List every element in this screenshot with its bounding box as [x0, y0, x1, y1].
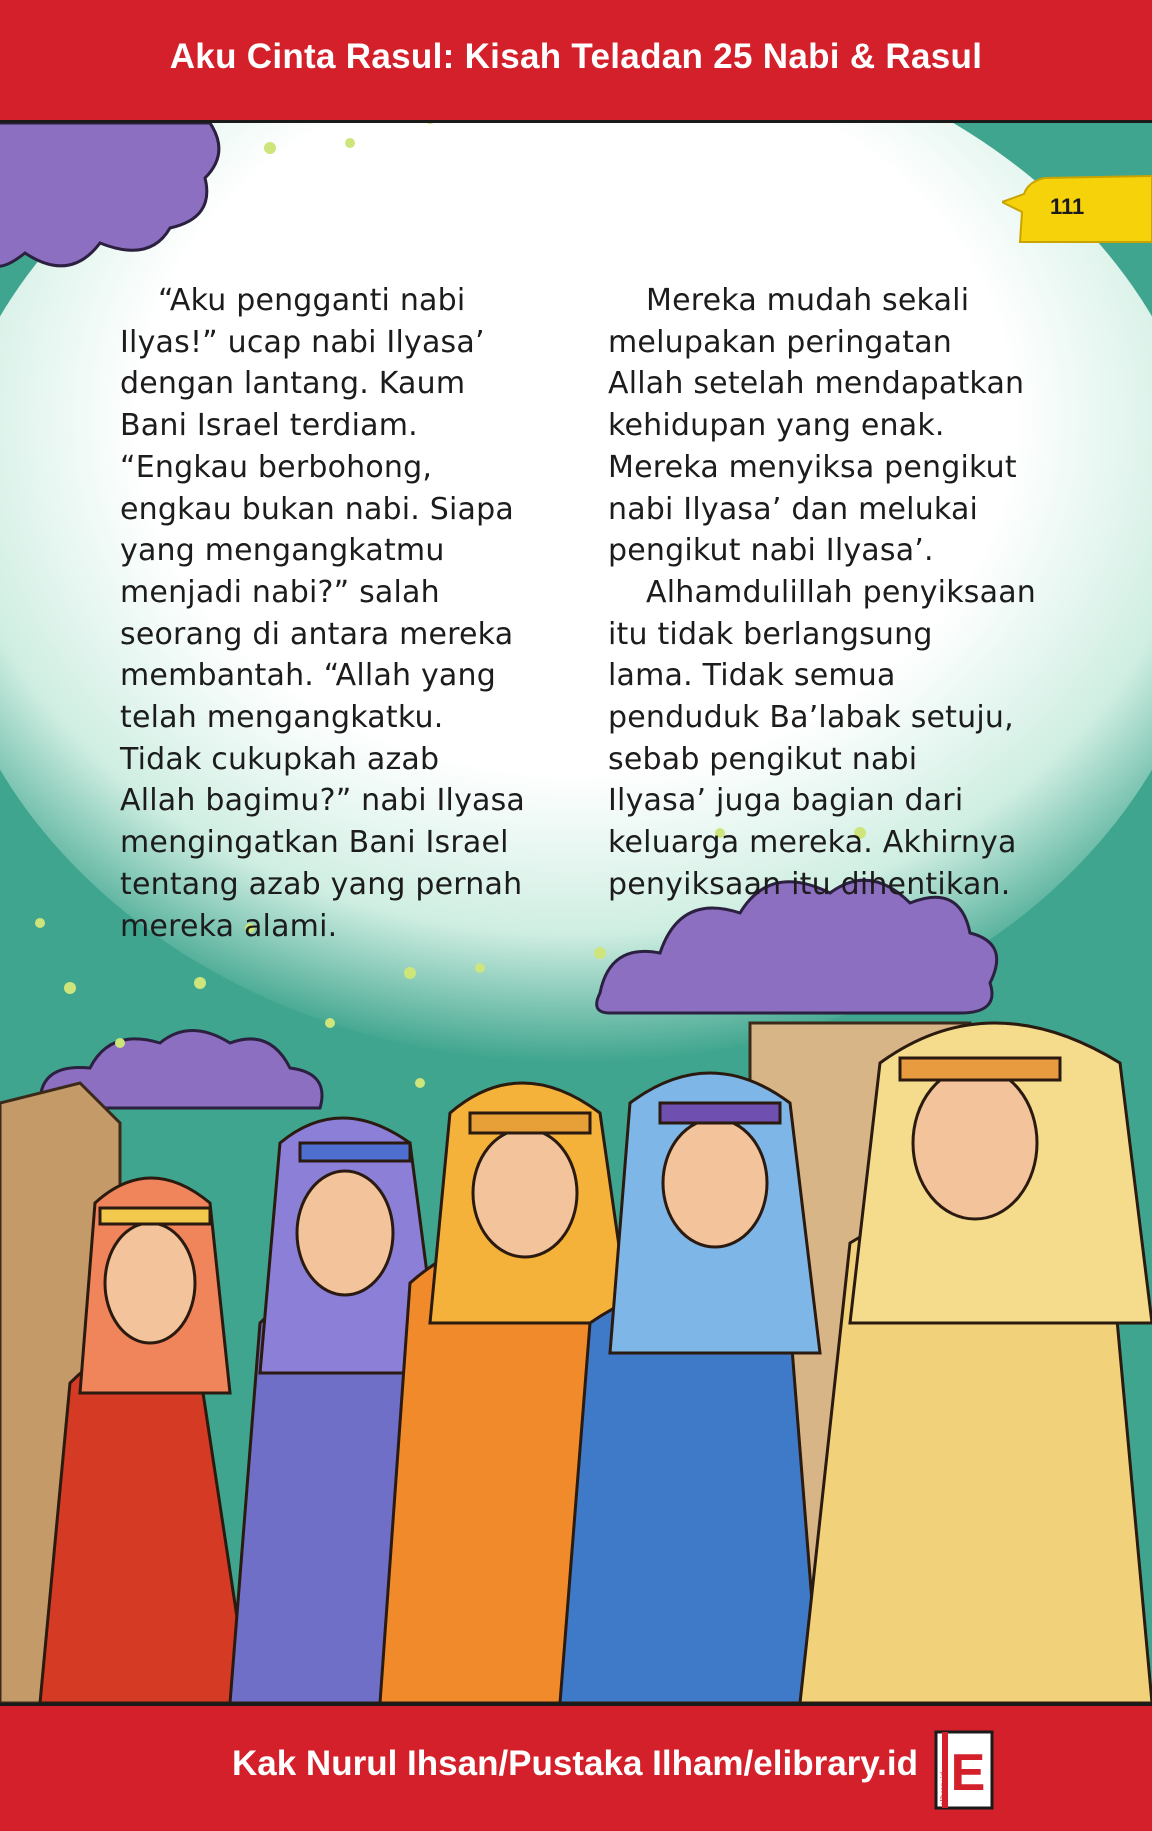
text-line: tentang azab yang pernah: [120, 866, 523, 902]
text-line: Mereka menyiksa pengikut: [608, 449, 1017, 485]
text-line: Mereka mudah sekali: [646, 283, 970, 318]
text-line: seorang di antara mereka: [120, 616, 514, 652]
text-line: sebab pengikut nabi: [608, 741, 918, 777]
text-line: “Engkau berbohong,: [120, 449, 433, 485]
text-line: engkau bukan nabi. Siapa: [120, 491, 514, 527]
footer-banner: [0, 1703, 1152, 1831]
text-line: menjadi nabi?” salah: [120, 574, 440, 610]
text-line: nabi Ilyasa’ dan melukai: [608, 491, 979, 527]
text-line: membantah. “Allah yang: [120, 658, 496, 694]
text-line: Allah setelah mendapatkan: [608, 366, 1025, 402]
text-line: Tidak cukupkah azab: [120, 741, 440, 777]
story-text-right: [608, 280, 1048, 906]
text-line: dengan lantang. Kaum: [120, 366, 466, 402]
text-line: penduduk Ba’labak setuju,: [608, 700, 1014, 736]
book-title: Aku Cinta Rasul: Kisah Teladan 25 Nabi & Rasul: [169, 37, 983, 76]
text-line: Bani Israel terdiam.: [120, 408, 418, 444]
text-line: Allah bagimu?” nabi Ilyasa: [120, 783, 526, 819]
text-line: keluarga mereka. Akhirnya: [608, 825, 1017, 861]
text-line: Ilyasa’ juga bagian dari: [608, 783, 964, 819]
text-line: “Aku pengganti nabi: [158, 283, 466, 318]
text-line: penyiksaan itu dihentikan.: [608, 866, 1011, 902]
text-line: lama. Tidak semua: [608, 658, 896, 694]
logo-letter: E: [950, 1744, 986, 1802]
author-publisher-credit: Kak Nurul Ihsan/Pustaka Ilham/elibrary.id: [232, 1744, 918, 1783]
text-line: Alhamdulillah penyiksaan: [646, 574, 1036, 610]
page-number-badge: [1002, 172, 1152, 250]
story-text-left: [120, 280, 560, 947]
text-line: yang mengangkatmu: [120, 533, 445, 569]
text-line: melupakan peringatan: [608, 324, 953, 360]
elibrary-logo-icon: [932, 1728, 996, 1812]
text-line: kehidupan yang enak.: [608, 408, 945, 444]
text-line: mengingatkan Bani Israel: [120, 825, 509, 861]
text-line: telah mengangkatku.: [120, 700, 444, 736]
text-line: Ilyas!” ucap nabi Ilyasa’: [120, 324, 485, 360]
header-banner: [0, 0, 1152, 123]
page-number: 111: [1050, 194, 1085, 219]
text-line: mereka alami.: [120, 908, 338, 944]
text-line: itu tidak berlangsung: [608, 616, 933, 652]
logo-text: elibrary.id: [939, 1771, 948, 1806]
text-line: pengikut nabi Ilyasa’.: [608, 533, 934, 569]
